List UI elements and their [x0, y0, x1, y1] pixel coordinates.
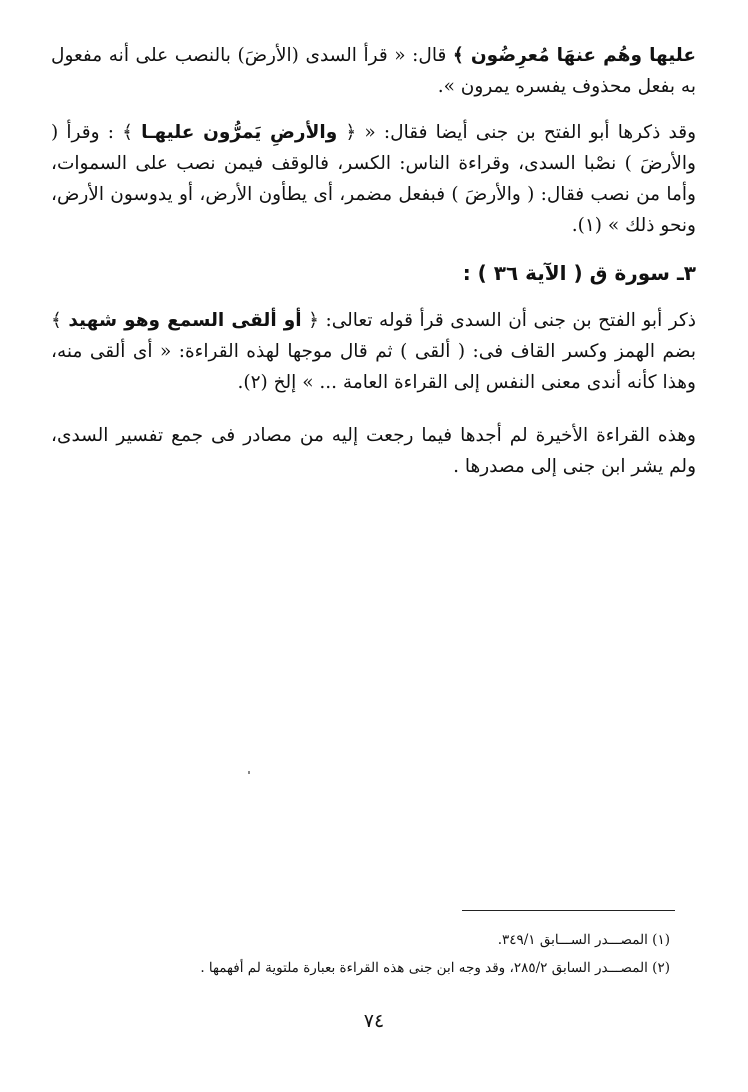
paragraph-4: وهذه القراءة الأخيرة لم أجدها فيما رجعت إليه من مصادر فى جمع تفسير السدى، ولم يشر ابن جنى إلى مصدرها .	[51, 425, 696, 477]
page-number: ٧٤	[363, 1010, 385, 1032]
paragraph-2	[51, 117, 696, 241]
quran-quote: أو ألقى السمع وهو شهيد	[68, 310, 302, 331]
scan-speck	[248, 771, 250, 774]
footnote-divider	[462, 910, 675, 911]
paragraph-3	[51, 305, 696, 398]
footnote-2: (٢) المصـــدر السابق ٢٨٥/٢، وقد وجه ابن جنى هذه القراءة بعبارة ملتوية لم أفهمها .	[200, 960, 670, 976]
paragraph-text: ﴾ : وقرأ ( والأرضَ ) نصْبا السدى، وقراءة الناس: الكسر، فالوقف فيمن نصب على السموات، وأما من نصب فقال: ( والأرضَ ) فبفعل مضمر، أى يطأون الأرض، أو يدوسون الأرض، ونحو ذلك » (١).	[51, 122, 696, 236]
paragraph-text: قال: « قرأ السدى (الأرضَ) بالنصب على أنه مفعول به بفعل محذوف يفسره يمرون ».	[51, 45, 696, 97]
section-heading: ٣ـ سورة ق ( الآية ٣٦ ) :	[462, 261, 696, 285]
paragraph-text: ﴾ بضم الهمز وكسر القاف فى: ( ألقى ) ثم قال موجها لهذه القراءة: « أى ألقى منه، وهذا كأنه أندى معنى النفس إلى القراءة العامة ... » إلخ (٢).	[51, 310, 696, 393]
quran-quote: عليها وهُم عنهَا مُعرِضُون ﴾	[452, 45, 697, 66]
paragraph-1	[51, 40, 696, 102]
footnote-1: (١) المصـــدر الســـابق ٣٤٩/١.	[497, 932, 670, 948]
paragraph-text: وقد ذكرها أبو الفتح بن جنى أيضا فقال: « ﴿	[337, 122, 697, 143]
quran-quote: والأرضِ يَمرُّون عليهـا	[141, 122, 338, 143]
paragraph-text: ذكر أبو الفتح بن جنى أن السدى قرأ قوله تعالى: ﴿	[301, 310, 696, 331]
